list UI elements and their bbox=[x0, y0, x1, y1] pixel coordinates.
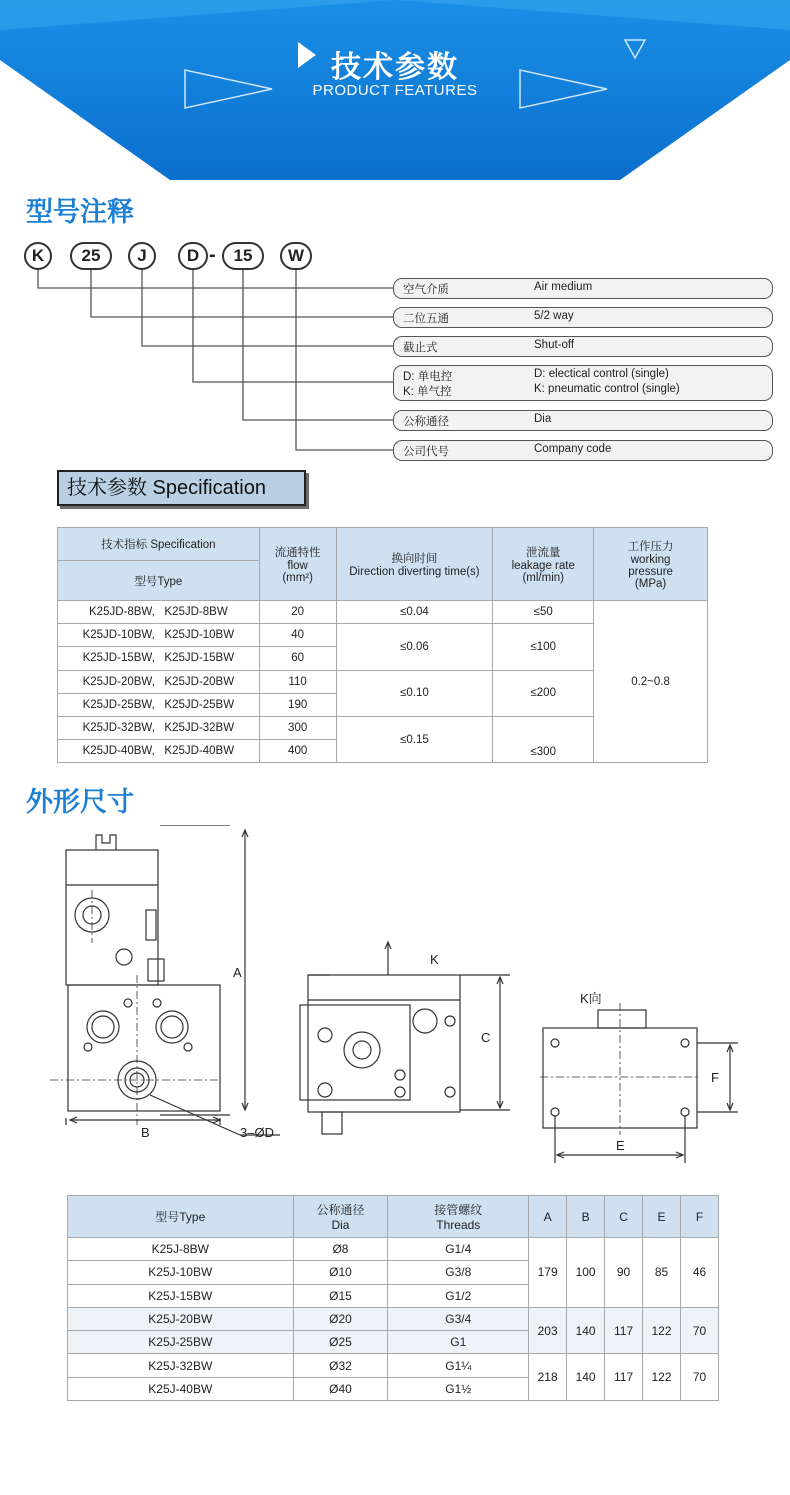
header-leak-unit: (ml/min) bbox=[522, 572, 564, 584]
f-cell: 46 bbox=[680, 1238, 718, 1308]
note-en: Air medium bbox=[534, 281, 593, 293]
dia-cell: Ø25 bbox=[293, 1331, 388, 1354]
header-leak bbox=[493, 528, 594, 601]
banner-title: 技术参数 bbox=[331, 50, 459, 85]
dia-cell: Ø40 bbox=[293, 1377, 388, 1400]
note-cn: 公称通径 bbox=[403, 416, 449, 428]
e-cell: 122 bbox=[643, 1307, 681, 1354]
flow-cell: 40 bbox=[259, 624, 336, 647]
flow-cell: 300 bbox=[259, 716, 336, 739]
type-cell: K25J-15BW bbox=[68, 1284, 294, 1307]
c-cell: 117 bbox=[605, 1307, 643, 1354]
note-en: 5/2 way bbox=[534, 310, 574, 322]
pressure-cell: 0.2~0.8 bbox=[594, 601, 708, 763]
code-letter-25: 25 bbox=[70, 242, 112, 270]
dia-cell: Ø8 bbox=[293, 1238, 388, 1261]
dim-label-b: B bbox=[141, 1125, 150, 1140]
note-cn: D: 单电控 bbox=[403, 371, 453, 383]
type-cell: K25J-25BW bbox=[68, 1331, 294, 1354]
f-cell: 70 bbox=[680, 1307, 718, 1354]
table-row bbox=[58, 601, 708, 624]
header-threads bbox=[388, 1196, 529, 1238]
header-type: 型号Type bbox=[58, 561, 260, 601]
model-cell: K25JD-15BW, K25JD-15BW bbox=[58, 647, 260, 670]
header-press-en2: pressure bbox=[628, 566, 673, 578]
note-en: D: electical control (single) bbox=[534, 368, 669, 380]
type-cell: K25J-8BW bbox=[68, 1238, 294, 1261]
note-en: Shut-off bbox=[534, 339, 575, 351]
note-air-medium bbox=[393, 278, 773, 299]
model-cell: K25JD-10BW, K25JD-10BW bbox=[58, 624, 260, 647]
header-pressure bbox=[594, 528, 708, 601]
note-5-2-way bbox=[393, 307, 773, 328]
header-leak-en: leakage rate bbox=[511, 560, 575, 572]
thread-cell: G1½ bbox=[388, 1377, 529, 1400]
header-flow-en: flow bbox=[287, 560, 308, 572]
header-e: E bbox=[643, 1196, 681, 1238]
flow-cell: 60 bbox=[259, 647, 336, 670]
a-cell: 203 bbox=[529, 1307, 567, 1354]
model-cell: K25JD-32BW, K25JD-32BW bbox=[58, 716, 260, 739]
side-view-drawing bbox=[300, 975, 460, 1134]
code-letter-d: D bbox=[178, 242, 208, 270]
table-row bbox=[68, 1354, 719, 1377]
model-cell: K25JD-20BW, K25JD-20BW bbox=[58, 670, 260, 693]
dim-label-k: K bbox=[430, 952, 439, 967]
type-cell: K25J-32BW bbox=[68, 1354, 294, 1377]
spec-table bbox=[57, 527, 708, 763]
dim-label-f: F bbox=[711, 1070, 719, 1085]
code-letter-15: 15 bbox=[222, 242, 264, 270]
banner-subtitle: PRODUCT FEATURES bbox=[312, 82, 478, 99]
table-row bbox=[68, 1307, 719, 1330]
header-press-en1: working bbox=[630, 554, 671, 566]
leak-cell: ≤200 bbox=[493, 670, 594, 716]
f-cell: 70 bbox=[680, 1354, 718, 1401]
note-cn: 截止式 bbox=[403, 342, 438, 354]
code-letter-j: J bbox=[128, 242, 156, 270]
note-en-2: K: pneumatic control (single) bbox=[534, 383, 680, 395]
model-cell: K25JD-25BW, K25JD-25BW bbox=[58, 693, 260, 716]
header-b: B bbox=[567, 1196, 605, 1238]
header-dia bbox=[293, 1196, 388, 1238]
time-cell: ≤0.04 bbox=[336, 601, 493, 624]
spec-section-label: 技术参数 Specification bbox=[57, 470, 306, 506]
a-cell: 218 bbox=[529, 1354, 567, 1401]
header-press-unit: (MPa) bbox=[634, 578, 667, 590]
dia-cell: Ø15 bbox=[293, 1284, 388, 1307]
e-cell: 122 bbox=[643, 1354, 681, 1401]
note-shut-off bbox=[393, 336, 773, 357]
time-cell: ≤0.06 bbox=[336, 624, 493, 670]
b-cell: 140 bbox=[567, 1307, 605, 1354]
code-dash: - bbox=[209, 244, 216, 266]
leak-cell: ≤50 bbox=[493, 601, 594, 624]
type-cell: K25J-40BW bbox=[68, 1377, 294, 1400]
dimensions-title: 外形尺寸 bbox=[26, 787, 134, 818]
c-cell: 90 bbox=[605, 1238, 643, 1308]
dim-label-k-direction: K向 bbox=[580, 991, 602, 1006]
leak-cell: ≤100 bbox=[493, 624, 594, 670]
e-cell: 85 bbox=[643, 1238, 681, 1308]
type-cell: K25J-10BW bbox=[68, 1261, 294, 1284]
note-cn: 公司代号 bbox=[403, 446, 449, 458]
flow-cell: 400 bbox=[259, 740, 336, 763]
header-press-cn: 工作压力 bbox=[627, 541, 674, 553]
table-row bbox=[68, 1238, 719, 1261]
dia-cell: Ø20 bbox=[293, 1307, 388, 1330]
b-cell: 140 bbox=[567, 1354, 605, 1401]
note-cn: 二位五通 bbox=[403, 313, 449, 325]
thread-cell: G1/2 bbox=[388, 1284, 529, 1307]
header-flow-unit: (mm²) bbox=[282, 572, 313, 584]
header-a: A bbox=[529, 1196, 567, 1238]
dim-label-c: C bbox=[481, 1030, 491, 1045]
flow-cell: 20 bbox=[259, 601, 336, 624]
header-c: C bbox=[605, 1196, 643, 1238]
time-cell: ≤0.15 bbox=[336, 716, 493, 762]
header-thr-cn: 接管螺纹 bbox=[434, 1203, 483, 1217]
model-notes-title: 型号注释 bbox=[26, 197, 134, 228]
code-letter-w: W bbox=[280, 242, 312, 270]
header-dia-cn: 公称通径 bbox=[316, 1203, 365, 1217]
header-time-en: Direction diverting time(s) bbox=[349, 566, 480, 578]
header-thr-en: Threads bbox=[436, 1218, 481, 1232]
note-company-code bbox=[393, 440, 773, 461]
dim-label-d: 3–ØD bbox=[240, 1125, 274, 1140]
type-cell: K25J-20BW bbox=[68, 1307, 294, 1330]
thread-cell: G1 bbox=[388, 1331, 529, 1354]
b-cell: 100 bbox=[567, 1238, 605, 1308]
thread-cell: G3/4 bbox=[388, 1307, 529, 1330]
note-cn: 空气介质 bbox=[403, 284, 449, 296]
header-leak-cn: 泄流量 bbox=[525, 547, 561, 559]
code-letter-k: K bbox=[24, 242, 52, 270]
header-flow-cn: 流通特性 bbox=[274, 547, 321, 559]
header-f: F bbox=[680, 1196, 718, 1238]
thread-cell: G1¼ bbox=[388, 1354, 529, 1377]
dimension-drawings bbox=[0, 825, 790, 1185]
c-cell: 117 bbox=[605, 1354, 643, 1401]
note-en: Company code bbox=[534, 443, 612, 455]
a-cell: 179 bbox=[529, 1238, 567, 1308]
header-dia-en: Dia bbox=[331, 1218, 350, 1232]
dia-cell: Ø10 bbox=[293, 1261, 388, 1284]
header-spec: 技术指标 Specification bbox=[58, 528, 260, 561]
header-time bbox=[336, 528, 493, 601]
model-cell: K25JD-8BW, K25JD-8BW bbox=[58, 601, 260, 624]
thread-cell: G3/8 bbox=[388, 1261, 529, 1284]
header-flow bbox=[259, 528, 336, 601]
dim-label-a: A bbox=[233, 965, 242, 980]
leak-cell: ≤300 bbox=[493, 716, 594, 762]
header-type: 型号Type bbox=[68, 1196, 294, 1238]
note-dia bbox=[393, 410, 773, 431]
time-cell: ≤0.10 bbox=[336, 670, 493, 716]
dimension-table bbox=[67, 1195, 719, 1401]
note-en: Dia bbox=[534, 413, 552, 425]
thread-cell: G1/4 bbox=[388, 1238, 529, 1261]
flow-cell: 190 bbox=[259, 693, 336, 716]
model-cell: K25JD-40BW, K25JD-40BW bbox=[58, 740, 260, 763]
note-cn-2: K: 单气控 bbox=[403, 386, 452, 398]
note-control-type bbox=[393, 365, 773, 401]
flow-cell: 110 bbox=[259, 670, 336, 693]
dim-label-e: E bbox=[616, 1138, 625, 1153]
header-time-cn: 换向时间 bbox=[391, 553, 438, 565]
dia-cell: Ø32 bbox=[293, 1354, 388, 1377]
